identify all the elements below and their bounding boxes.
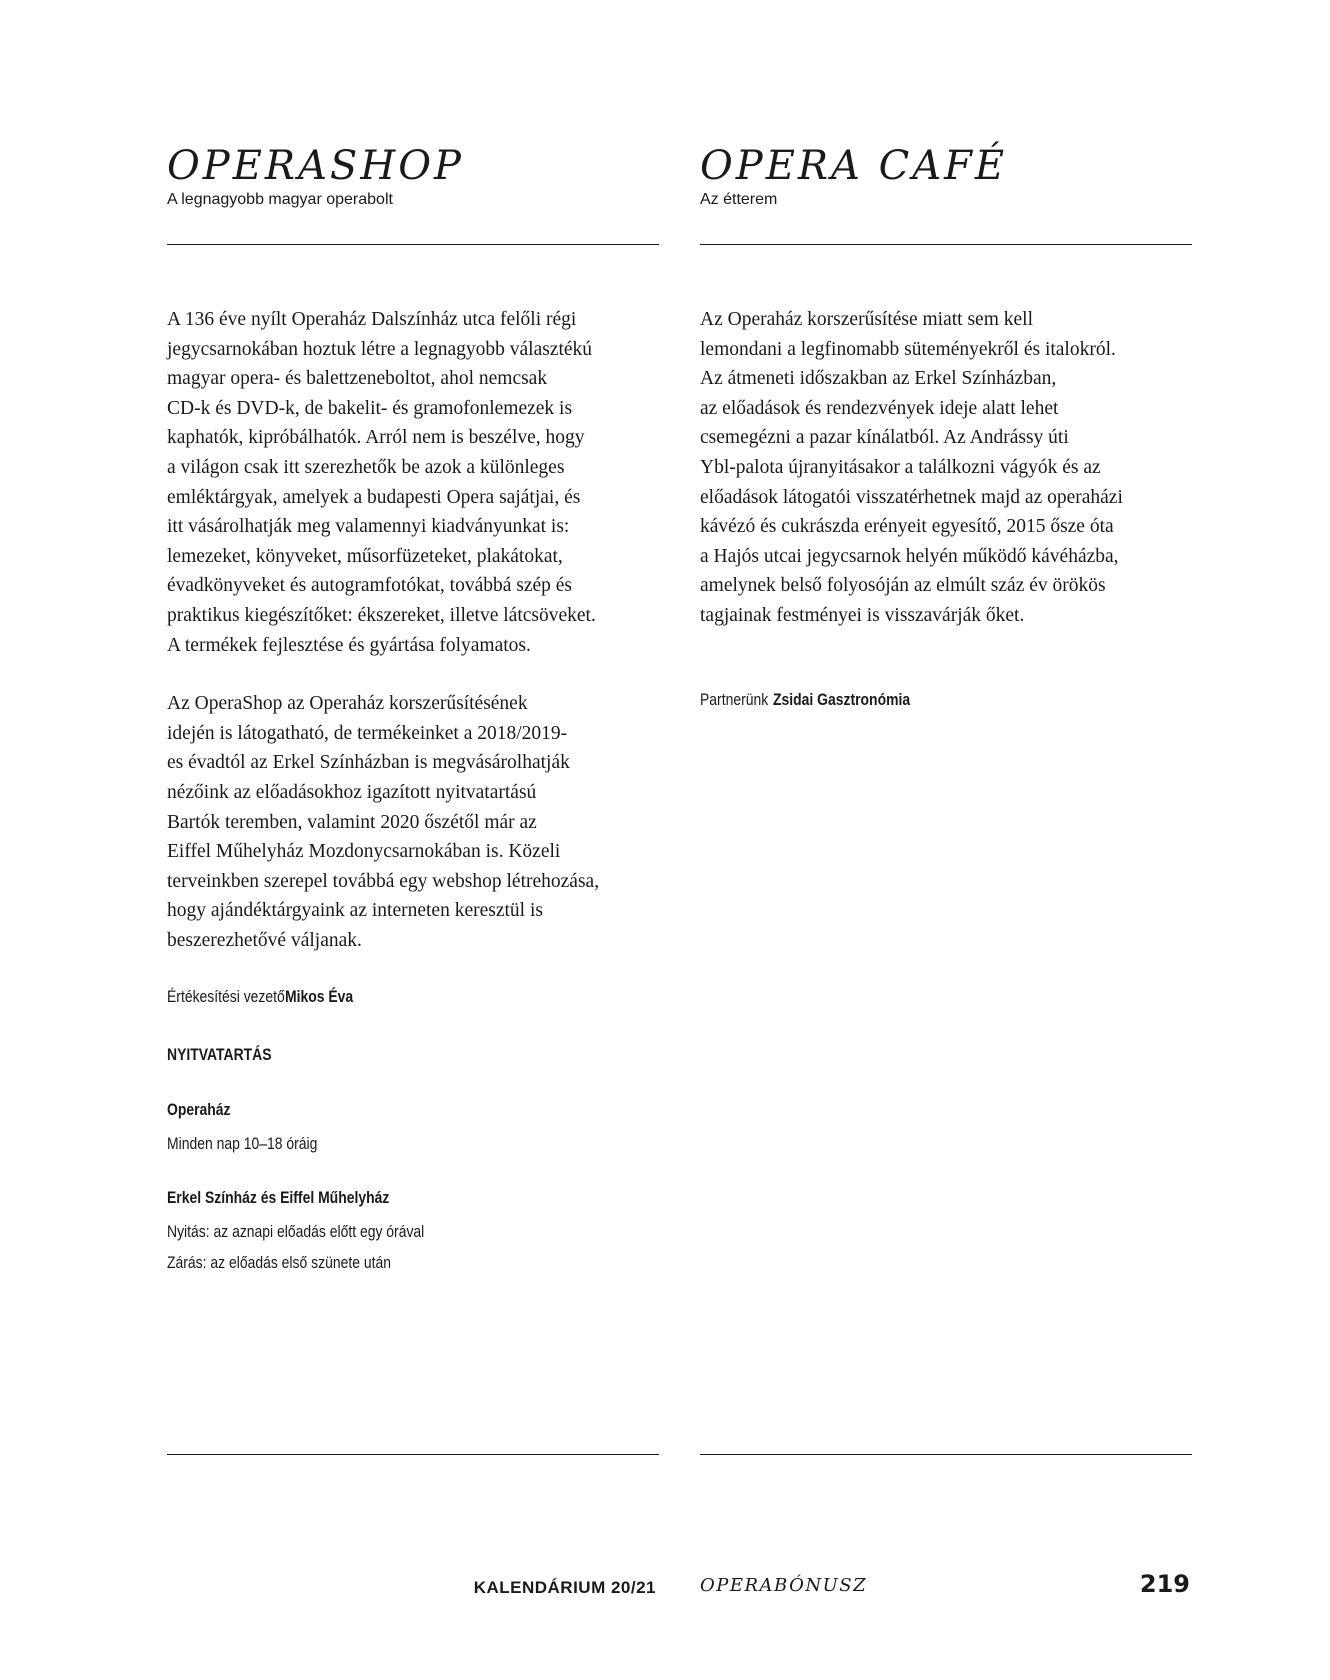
operashop-paragraph-2 (167, 689, 659, 955)
text-line: amelynek belső folyosóján az elmúlt száz év örökös (700, 575, 1106, 597)
text-line: kaphatók, kipróbálhatók. Arról nem is beszélve, hogy (167, 427, 585, 449)
text-line: nézőink az előadásokhoz igazított nyitvatartású (167, 781, 537, 803)
text-line: jegycsarnokában hoztuk létre a legnagyobb választékú (167, 338, 593, 360)
text-line: kávézó és cukrászda erényeit egyesítő, 2015 ősze óta (700, 516, 1114, 538)
venue-operahaz-name-text: Operaház (167, 1100, 231, 1119)
text-line: emléktárgyak, amelyek a budapesti Opera sajátjai, és (167, 486, 581, 508)
venue-operahaz-name (167, 1100, 244, 1120)
footer-publication: KALENDÁRIUM 20/21 (473, 1578, 656, 1597)
text-line: Bartók teremben, valamint 2020 őszétől már az (167, 811, 537, 833)
text-line: évadkönyveket és autogramfotókat, továbbá szép és (167, 575, 573, 597)
text-line: A termékek fejlesztése és gyártása folyamatos. (167, 634, 531, 656)
opening-hours-heading-text: NYITVATARTÁS (167, 1045, 272, 1064)
text-line: itt vásárolhatják meg valamennyi kiadványunkat is: (167, 516, 570, 538)
text-line: a világon csak itt szerezhetők be azok a különleges (167, 456, 565, 478)
text-line: terveinkben szerepel továbbá egy webshop létrehozása, (167, 870, 600, 892)
text-line: csemegézni a pazar kínálatból. Az Andrássy úti (700, 427, 1069, 449)
sales-manager-name: Mikos Éva (284, 987, 353, 1006)
operashop-paragraph-1 (167, 305, 659, 660)
left-bottom-rule (167, 1454, 659, 1455)
text-line: praktikus kiegészítőket: ékszereket, illetve látcsöveket. (167, 604, 596, 626)
text-line: az előadások és rendezvények ideje alatt lehet (700, 397, 1059, 419)
text-line: hogy ajándéktárgyaink az interneten keresztül is (167, 900, 543, 922)
text-line: Eiffel Műhelyház Mozdonycsarnokában is. Közeli (167, 841, 561, 863)
text-line: CD-k és DVD-k, de bakelit- és gramofonlemezek is (167, 397, 573, 419)
opera-cafe-paragraph-1 (700, 305, 1192, 631)
page-number: 219 (1139, 1570, 1190, 1598)
text-line: beszerezhetővé váljanak. (167, 929, 362, 951)
right-top-rule (700, 244, 1192, 245)
opera-cafe-body (700, 305, 1192, 631)
venue-erkel-eiffel-closing (167, 1253, 440, 1273)
partner-label: Partnerünk (700, 690, 769, 709)
sales-manager-credit (167, 987, 368, 1007)
text-line: es évadtól az Erkel Színházban is megvásárolhatják (167, 752, 570, 774)
text-line: lemezeket, könyveket, műsorfüzeteket, plakátokat, (167, 545, 563, 567)
text-line: lemondani a legfinomabb süteményekről és italokról. (700, 338, 1116, 360)
partner-credit (700, 690, 940, 710)
text-line: tagjainak festményei is visszavárják őket. (700, 604, 1025, 626)
text-line: Az átmeneti időszakban az Erkel Színházban, (700, 368, 1057, 390)
venue-erkel-eiffel-opening-text: Nyitás: az aznapi előadás előtt egy órával (167, 1222, 425, 1241)
operashop-title: OPERASHOP (167, 143, 464, 189)
right-bottom-rule (700, 1454, 1192, 1455)
operashop-subtitle: A legnagyobb magyar operabolt (167, 191, 393, 208)
venue-operahaz-hours (167, 1134, 350, 1154)
sales-manager-label: Értékesítési vezető (167, 987, 285, 1006)
venue-erkel-eiffel-name (167, 1188, 438, 1208)
text-line: idején is látogatható, de termékeinket a 2018/2019- (167, 722, 568, 744)
text-line: Az OperaShop az Operaház korszerűsítésének (167, 693, 528, 715)
text-line: Ybl-palota újranyitásakor a találkozni vágyók és az (700, 456, 1101, 478)
text-line: Az Operaház korszerűsítése miatt sem kell (700, 309, 1033, 330)
venue-operahaz-hours-text: Minden nap 10–18 óráig (167, 1134, 318, 1153)
text-line: a Hajós utcai jegycsarnok helyén működő kávéházba, (700, 545, 1119, 567)
text-line: előadások látogatói visszatérhetnek majd az operaházi (700, 486, 1123, 508)
text-line: A 136 éve nyílt Operaház Dalszínház utca felőli régi (167, 309, 577, 330)
left-top-rule (167, 244, 659, 245)
footer-section: OPERABÓNUSZ (700, 1575, 868, 1596)
opera-cafe-title: OPERA CAFÉ (700, 143, 1008, 189)
text-line: magyar opera- és balettzeneboltot, ahol nemcsak (167, 368, 548, 390)
opening-hours-heading (167, 1045, 295, 1065)
venue-erkel-eiffel-closing-text: Zárás: az előadás első szünete után (167, 1253, 391, 1272)
opera-cafe-subtitle: Az étterem (700, 191, 778, 208)
venue-erkel-eiffel-name-text: Erkel Színház és Eiffel Műhelyház (167, 1188, 390, 1207)
venue-erkel-eiffel-opening (167, 1222, 481, 1242)
operashop-body (167, 305, 659, 955)
partner-name: Zsidai Gasztronómia (773, 690, 911, 709)
